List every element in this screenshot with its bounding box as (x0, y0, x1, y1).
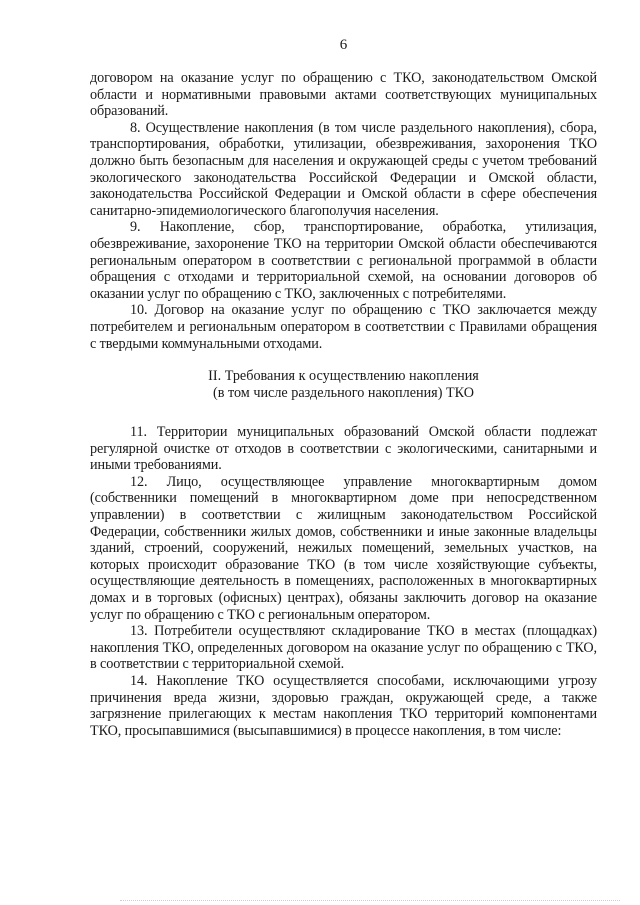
paragraph-9: 9. Накопление, сбор, транспортирование, обработка, утилизация, обезвреживание, захоронение ТКО на территории Омской области обеспечиваются региональным оператором в соответствии с региональной программой в области обращения с отходами и территориальной схемой, на основании договоров об оказании услуг по обращению с ТКО, заключенных с потребителями. (90, 219, 597, 302)
paragraph-12: 12. Лицо, осуществляющее управление многоквартирным домом (собственники помещений в многоквартирном доме при непосредственном управлении) в соответствии с жилищным законодательством Российской Федерации, собственники жилых домов, собственники и иные законные владельцы зданий, строений, сооружений, нежилых помещений, земельных участков, на которых происходит образование ТКО (в том числе хозяйствующие субъекты, осуществляющие деятельность в помещениях, расположенных в многоквартирных домах и в торговых (офисных) центрах), обязаны заключить договор на оказание услуг по обращению с ТКО с региональным оператором. (90, 473, 597, 623)
paragraph-continuation: договором на оказание услуг по обращению с ТКО, законодательством Омской области и нормативными правовыми актами соответствующих муниципальных образований. (90, 70, 597, 120)
scan-bottom-edge (120, 900, 620, 901)
body-text-top (90, 70, 597, 352)
paragraph-13: 13. Потребители осуществляют складирование ТКО в местах (площадках) накопления ТКО, определенных договором на оказание услуг по обращению с ТКО, в соответствии с территориальной схемой. (90, 623, 597, 673)
body-text-bottom (90, 424, 597, 739)
paragraph-10: 10. Договор на оказание услуг по обращению с ТКО заключается между потребителем и региональным оператором в соответствии с Правилами обращения с твердыми коммунальными отходами. (90, 302, 597, 352)
section-heading-line-1: II. Требования к осуществлению накопления (208, 368, 479, 385)
page-number: 6 (339, 37, 348, 53)
paragraph-11: 11. Территории муниципальных образований Омской области подлежат регулярной очистке от отходов в соответствии с экологическими, санитарными и иными требованиями. (90, 424, 597, 474)
paragraph-14: 14. Накопление ТКО осуществляется способами, исключающими угрозу причинения вреда жизни, здоровью граждан, окружающей среде, а также загрязнение прилегающих к местам накопления ТКО территорий компонентами ТКО, просыпавшимися (высыпавшимися) в процессе накопления, в том числе: (90, 673, 597, 739)
section-heading (90, 368, 597, 402)
paragraph-8: 8. Осуществление накопления (в том числе раздельного накопления), сбора, транспортирования, обработки, утилизации, обезвреживания, захоронения ТКО должно быть безопасным для населения и окружающей среды с учетом требований экологического законодательства Российской Федерации и Омской области, законодательства Российской Федерации и Омской области в сфере обеспечения санитарно-эпидемиологического благополучия населения. (90, 119, 597, 219)
section-heading-line-2: (в том числе раздельного накопления) ТКО (212, 385, 474, 402)
